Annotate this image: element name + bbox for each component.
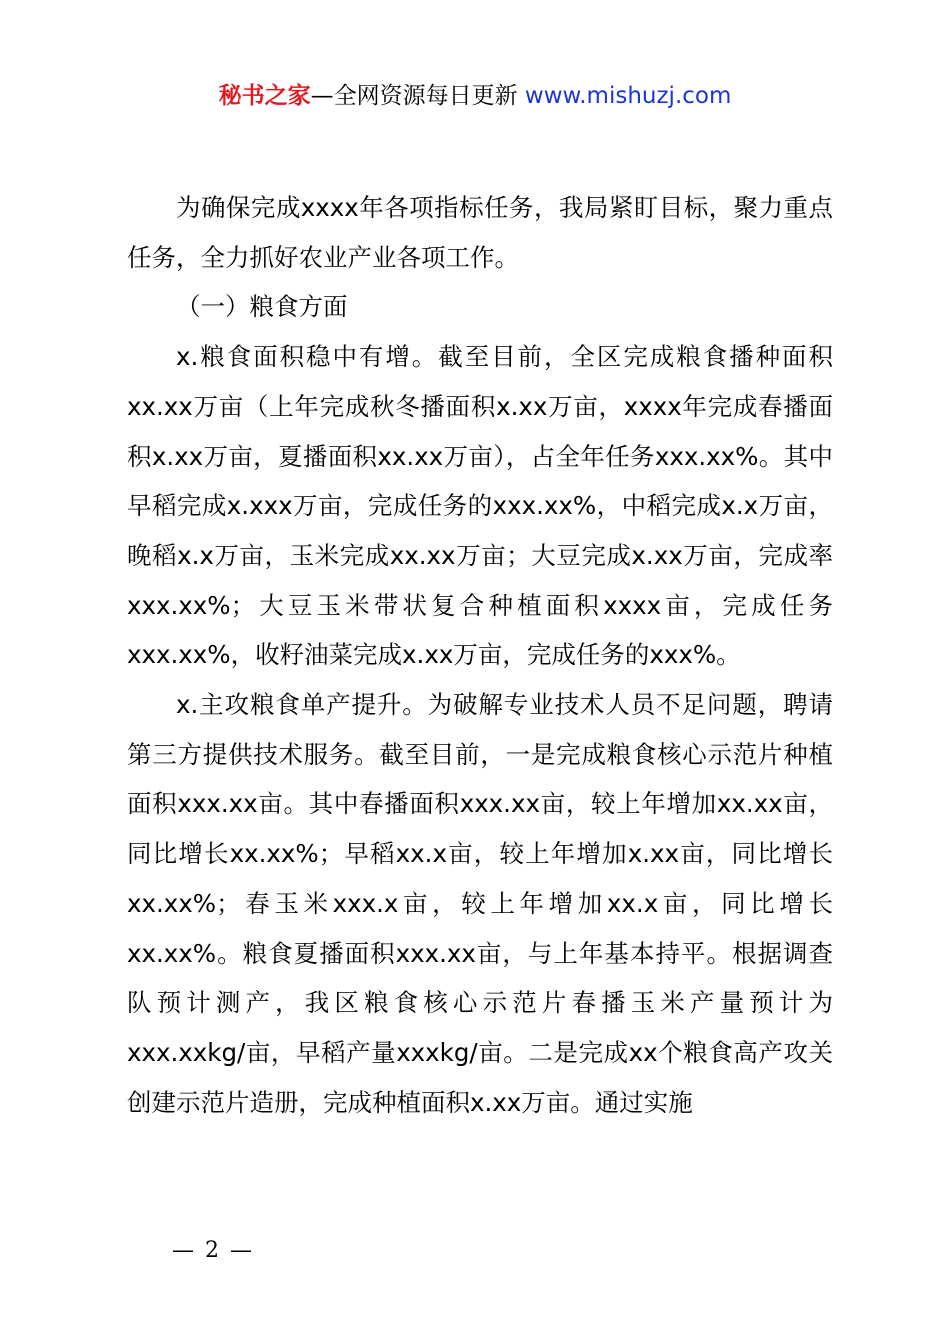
header-dash: — — [310, 83, 334, 109]
grain-yield-paragraph: x.主攻粮食单产提升。为破解专业技术人员不足问题，聘请第三方提供技术服务。截至目前，一是完成粮食核心示范片种植面积xxx.xx亩。其中春播面积xxx.xx亩，较上年增加xx.xx亩，同比增长xx.xx%；早稻xx.x亩，较上年增加x.xx亩，同比增长xx.xx%；春玉米xxx.x亩，较上年增加xx.x亩，同比增长xx.xx%。粮食夏播面积xxx.xx亩，与上年基本持平。根据调查队预计测产，我区粮食核心示范片春播玉米产量预计为xxx.xxkg/亩，早稻产量xxxkg/亩。二是完成xx个粮食高产攻关创建示范片造册，完成种植面积x.xx万亩。通过实施 — [127, 690, 833, 1117]
page-number: — 2 — — [172, 1238, 254, 1263]
site-url-link[interactable]: www.mishuzj.com — [524, 83, 732, 109]
site-header — [0, 80, 950, 112]
section-heading-grain: （一）粮食方面 — [176, 292, 348, 322]
brand-name: 秘书之家 — [218, 83, 311, 109]
intro-paragraph: 为确保完成xxxx年各项指标任务，我局紧盯目标，聚力重点任务，全力抓好农业产业各项工作。 — [127, 193, 833, 272]
header-tagline: 全网资源每日更新 — [333, 83, 518, 109]
document-body — [127, 183, 833, 1127]
grain-area-paragraph: x.粮食面积稳中有增。截至目前，全区完成粮食播种面积xx.xx万亩（上年完成秋冬播面积x.xx万亩，xxxx年完成春播面积x.xx万亩，夏播面积xx.xx万亩），占全年任务xxx.xx%。其中早稻完成x.xxx万亩，完成任务的xxx.xx%，中稻完成x.x万亩，晚稻x.x万亩，玉米完成xx.xx万亩；大豆完成x.xx万亩，完成率xxx.xx%；大豆玉米带状复合种植面积xxxx亩，完成任务xxx.xx%，收籽油菜完成x.xx万亩，完成任务的xxx%。 — [127, 342, 833, 670]
